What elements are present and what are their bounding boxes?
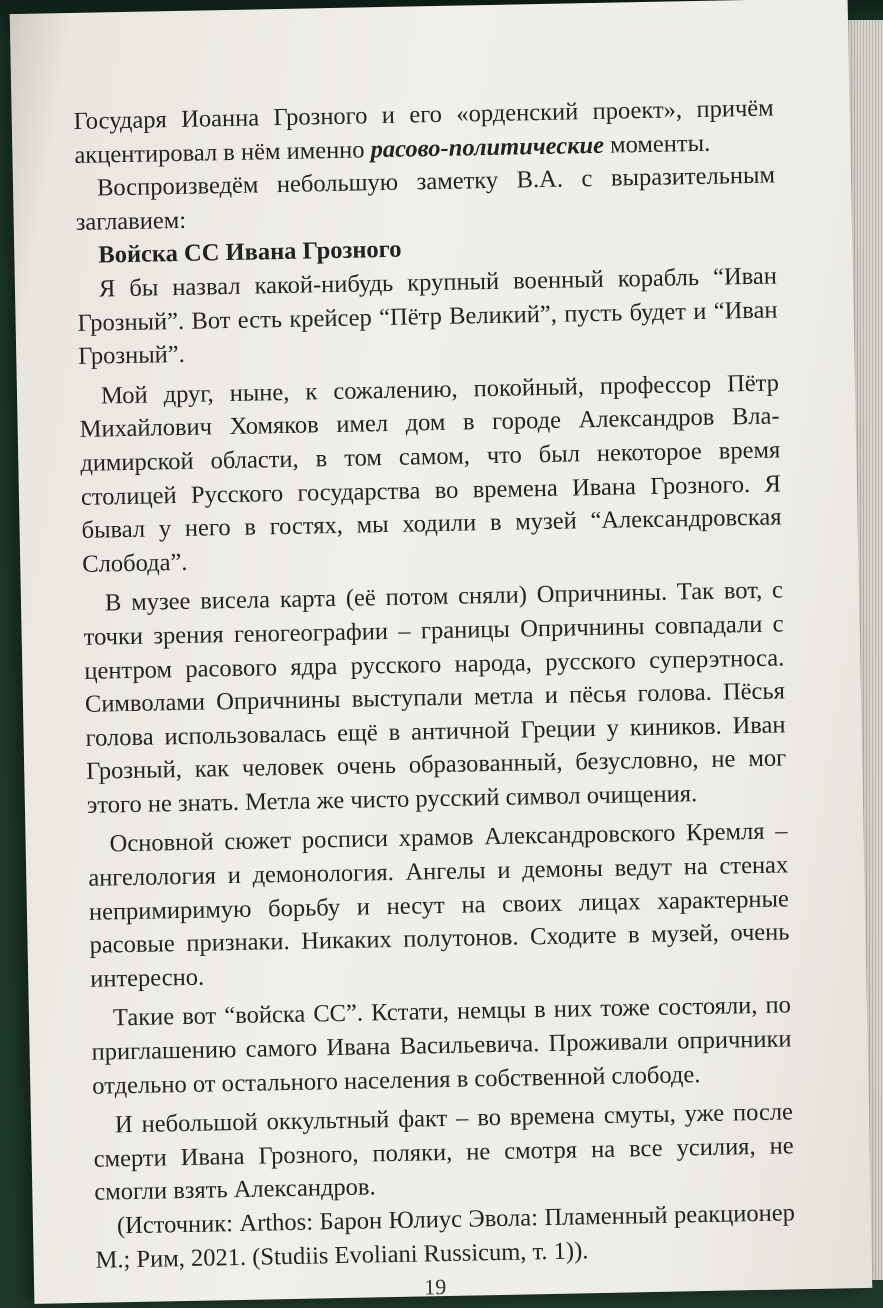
paragraph-3: Я бы назвал какой-нибудь крупный военный корабль “Иван Грозный”. Вот есть крейсер “Пётр Великий”, пусть будет и “Иван Грозный”.	[77, 262, 778, 371]
paragraph-1-text: Государя Иоанна Грозного и его «орденский проект», причём акцентировал в нём именно	[73, 94, 774, 169]
paragraph-4: Мой друг, ныне, к сожалению, покойный, профессор Пётр Михайлович Хомяков имел дом в городе Александров Владимирской области, в том самом, что был некоторое время столицей Русского государства во времена Ивана Грозного. Я бывал у него в гостях, мы ходили в музей “Александровская Слобода”.	[79, 369, 782, 578]
paragraph-1-end: моменты.	[609, 129, 711, 159]
page-number: 19	[423, 1274, 447, 1300]
paragraph-8: И небольшой оккультный факт – во времена смуты, уже после смерти Ивана Грозного, поляки, не смотря на все усилия, не смогли взять Александров.	[93, 1098, 794, 1207]
source-citation: (Источник: Arthos: Барон Юлиус Эвола: Пламенный реакционер М.; Рим, 2021. (Studiis Evoliani Russicum, т. 1)).	[95, 1199, 796, 1274]
section-heading: Войска СС Ивана Грозного	[98, 236, 402, 269]
paragraph-2: Воспроизведём небольшую заметку В.А. с выразительным заглавием:	[75, 161, 776, 236]
paragraph-5: В музее висела карта (её потом сняли) Опричнины. Так вот, с точки зрения геногеографии – границы Опричнины совпадали с центром расового ядра русского народа, русского суперэтноса. Символами Опричнины выступали метла и пёсья голова. Пёсья голова использовалась ещё в античной Греции у киников. Иван Грозный, как человек очень образованный, безусловно, не мог этого не знать. Метла же чисто русский символ очищения.	[83, 576, 787, 819]
paragraph-7: Такие вот “войска СС”. Кстати, немцы в них тоже состояли, по приглашению самого Ивана Васильевича. Проживали опричники отдельно от остального населения в собственной слободе.	[91, 991, 792, 1100]
paragraph-6: Основной сюжет росписи храмов Александровского Кремля – ангелология и демонология. Ангелы и демоны ведут на стенах непримиримую борьбу и несут на своих лицах характерные расовые признаки. Никаких полутонов. Сходите в музей, очень интересно.	[88, 817, 790, 993]
page-text	[73, 92, 795, 1277]
book-page	[10, 0, 873, 1304]
emphasized-phrase: расово-политические	[370, 131, 605, 163]
